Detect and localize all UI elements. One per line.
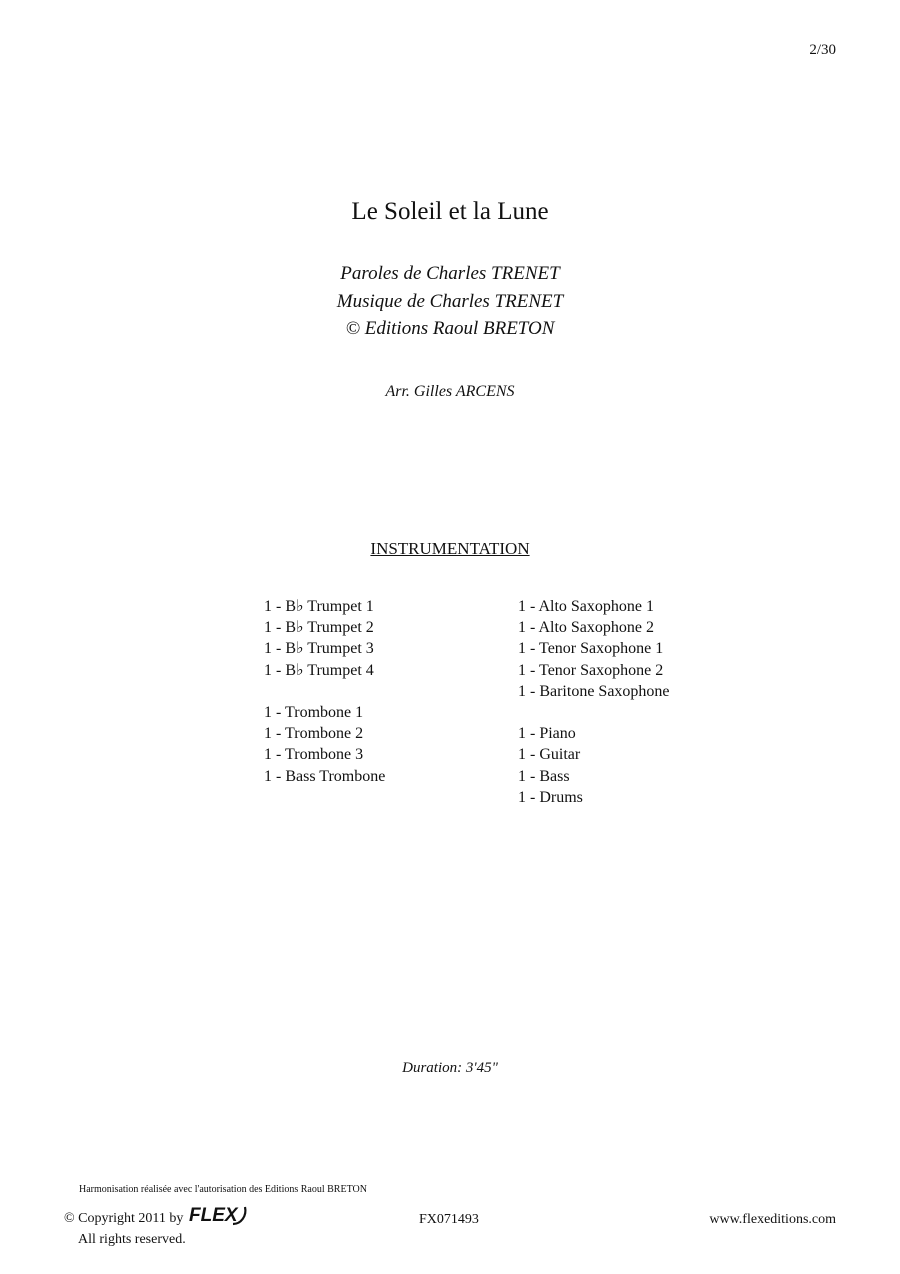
instrument-line: 1 - Tenor Saxophone 1 (518, 640, 664, 658)
copyright-block (64, 1204, 249, 1248)
authorization-note: Harmonisation réalisée avec l'autorisation des Editions Raoul BRETON (79, 1184, 367, 1195)
credits-block (0, 260, 900, 343)
instrument-line: 1 - B♭ Trumpet 3 (264, 640, 374, 658)
lyrics-credit: Paroles de Charles TRENET (340, 263, 560, 284)
instrumentation-left-column (264, 596, 385, 787)
instrument-line: 1 - Piano (518, 725, 576, 743)
rights-text: All rights reserved. (78, 1232, 186, 1247)
instrumentation-heading: INSTRUMENTATION (370, 539, 530, 558)
instrument-line: 1 - Tenor Saxophone 2 (518, 661, 664, 679)
section-gap (518, 702, 670, 723)
instrument-line: 1 - Guitar (518, 746, 581, 764)
instrument-line: 1 - Alto Saxophone 2 (518, 619, 654, 637)
instrument-line: 1 - Bass (518, 767, 570, 785)
section-gap (264, 681, 385, 702)
instrumentation-right-column (518, 596, 670, 808)
instrument-line: 1 - B♭ Trumpet 2 (264, 619, 374, 637)
website-link[interactable]: www.flexeditions.com (709, 1212, 836, 1227)
instrument-line: 1 - Baritone Saxophone (518, 682, 670, 700)
instrument-line: 1 - B♭ Trumpet 4 (264, 661, 374, 679)
instrument-line: 1 - Trombone 1 (264, 704, 364, 721)
duration-text: Duration: 3'45" (402, 1060, 498, 1076)
instrument-line: 1 - Bass Trombone (264, 767, 386, 785)
catalog-number: FX071493 (419, 1212, 479, 1227)
instrument-line: 1 - B♭ Trumpet 1 (264, 598, 374, 615)
arranger-credit: Arr. Gilles ARCENS (385, 383, 515, 400)
publisher-credit: © Editions Raoul BRETON (345, 318, 555, 339)
music-credit: Musique de Charles TRENET (336, 290, 564, 312)
instrument-line: 1 - Alto Saxophone 1 (518, 598, 654, 615)
flex-logo-text: FLEX (188, 1205, 238, 1226)
page-number: 2/30 (809, 42, 836, 58)
flex-logo (189, 1204, 249, 1231)
instrument-line: 1 - Trombone 2 (264, 725, 364, 743)
copyright-text: © Copyright 2011 by (64, 1211, 184, 1226)
piece-title: Le Soleil et la Lune (351, 198, 549, 225)
instrument-line: 1 - Trombone 3 (264, 746, 364, 764)
instrument-line: 1 - Drums (518, 788, 583, 806)
